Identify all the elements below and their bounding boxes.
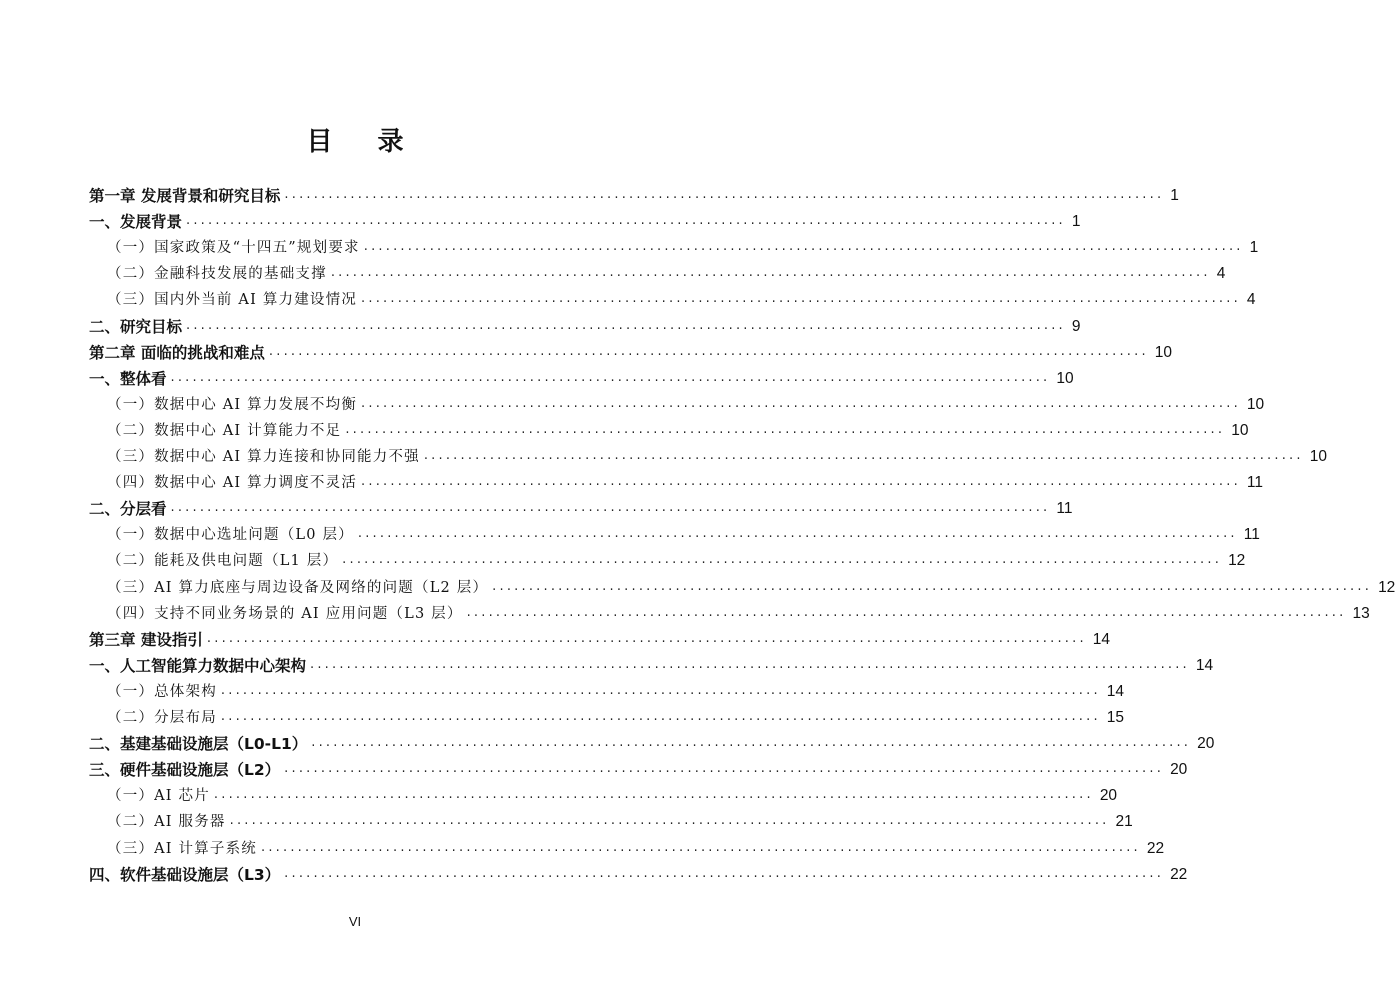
toc-entry[interactable] xyxy=(0,783,1118,807)
toc-dot-leader: ........................................................................................................................ xyxy=(284,761,1165,777)
toc-entry-page: 4 xyxy=(1216,265,1226,283)
toc-dot-leader: ........................................................................................................................ xyxy=(342,552,1223,568)
toc-entry-label: （一）总体架构 xyxy=(107,683,217,700)
toc-entry[interactable] xyxy=(0,235,1259,259)
toc-entry[interactable] xyxy=(0,575,1395,599)
toc-dot-leader: ........................................................................................................................ xyxy=(361,474,1241,490)
toc-dot-leader: ........................................................................................................................ xyxy=(220,682,1101,698)
toc-entry-label: （四）数据中心 AI 算力调度不灵活 xyxy=(107,475,358,492)
toc-dot-leader: ........................................................................................................................ xyxy=(361,395,1241,411)
toc-dot-leader: ........................................................................................................................ xyxy=(170,500,1051,516)
toc-entry[interactable] xyxy=(0,548,1246,572)
toc-entry[interactable] xyxy=(0,705,1125,729)
toc-entry-page: 1 xyxy=(1170,187,1179,204)
toc-dot-leader: ........................................................................................................................ xyxy=(206,630,1087,646)
toc-entry-page: 9 xyxy=(1071,317,1081,335)
toc-entry-label: （二）数据中心 AI 计算能力不足 xyxy=(107,422,342,439)
toc-entry-label: （二）能耗及供电问题（L1 层） xyxy=(107,553,339,570)
toc-dot-leader: ........................................................................................................................ xyxy=(466,604,1347,620)
toc-dot-leader: ........................................................................................................................ xyxy=(357,526,1238,542)
toc-dot-leader: ........................................................................................................................ xyxy=(268,343,1149,359)
toc-dot-leader: ........................................................................................................................ xyxy=(186,213,1066,229)
toc-entry-page: 11 xyxy=(1056,500,1073,518)
toc-entry-page: 14 xyxy=(1195,656,1214,674)
toc-entry-label: 第三章 建设指引 xyxy=(89,630,203,649)
toc-dot-leader: ........................................................................................................................ xyxy=(363,239,1244,255)
toc-entry-page: 14 xyxy=(1092,630,1111,648)
toc-entry-label: 第一章 发展背景和研究目标 xyxy=(89,187,281,205)
toc-entry-label: 四、软件基础设施层（L3） xyxy=(89,865,281,884)
toc-entry[interactable] xyxy=(0,601,1370,625)
toc-dot-leader: ........................................................................................................................ xyxy=(186,317,1066,333)
toc-entry[interactable] xyxy=(0,470,1264,494)
toc-entry[interactable] xyxy=(0,444,1327,468)
toc-entry-page: 22 xyxy=(1146,839,1165,857)
toc-entry-label: 一、发展背景 xyxy=(89,213,183,232)
toc-entry-page: 15 xyxy=(1106,709,1125,726)
toc-dot-leader: ........................................................................................................................ xyxy=(361,291,1241,307)
toc-entry-label: 一、整体看 xyxy=(89,369,167,388)
toc-dot-leader: ........................................................................................................................ xyxy=(310,656,1190,672)
toc-dot-leader: ........................................................................................................................ xyxy=(423,448,1304,463)
toc-entry-label: （二）AI 服务器 xyxy=(107,814,226,831)
toc-entry[interactable] xyxy=(0,261,1226,285)
toc-entry-page: 10 xyxy=(1309,448,1327,465)
toc-entry[interactable] xyxy=(0,496,1073,520)
toc-entry-page: 12 xyxy=(1228,552,1246,570)
toc-entry-label: （一）数据中心选址问题（L0 层） xyxy=(107,527,354,544)
toc-dot-leader: ........................................................................................................................ xyxy=(229,813,1110,829)
toc-dot-leader: ........................................................................................................................ xyxy=(213,787,1094,803)
toc-entry[interactable] xyxy=(0,731,1215,755)
toc-entry-page: 20 xyxy=(1170,761,1188,779)
toc-entry[interactable] xyxy=(0,757,1188,781)
toc-entry[interactable] xyxy=(0,314,1081,338)
toc-entry[interactable] xyxy=(0,418,1249,442)
toc-entry-label: 二、分层看 xyxy=(89,500,167,519)
toc-entry[interactable] xyxy=(0,287,1256,311)
toc-entry[interactable] xyxy=(0,679,1125,703)
toc-entry-page: 10 xyxy=(1231,421,1249,439)
toc-entry-label: （四）支持不同业务场景的 AI 应用问题（L3 层） xyxy=(107,605,463,622)
toc-entry-label: （二）分层布局 xyxy=(107,710,217,726)
toc-dot-leader: ........................................................................................................................ xyxy=(220,709,1101,724)
toc-dot-leader: ........................................................................................................................ xyxy=(492,578,1373,594)
toc-entry-label: （一）数据中心 AI 算力发展不均衡 xyxy=(107,396,358,413)
toc-entry-page: 4 xyxy=(1246,291,1256,309)
toc-entry-label: （三）数据中心 AI 算力连接和协同能力不强 xyxy=(107,449,420,465)
toc-dot-leader: ........................................................................................................................ xyxy=(261,839,1141,855)
toc-entry-page: 20 xyxy=(1099,787,1118,805)
toc-entry-page: 11 xyxy=(1243,526,1260,544)
toc-entry-label: 一、人工智能算力数据中心架构 xyxy=(89,656,307,675)
toc-entry-label: 二、基建基础设施层（L0-L1） xyxy=(89,735,308,754)
toc-entry[interactable] xyxy=(0,627,1111,651)
toc-dot-leader: ........................................................................................................................ xyxy=(330,265,1211,281)
toc-entry-label: （三）AI 计算子系统 xyxy=(107,840,258,857)
toc-entry-label: （三）国内外当前 AI 算力建设情况 xyxy=(107,292,358,309)
toc-entry-label: （一）国家政策及“十四五”规划要求 xyxy=(107,240,360,257)
toc-entry-page: 10 xyxy=(1246,395,1265,413)
toc-entry[interactable] xyxy=(0,836,1165,860)
toc-entry[interactable] xyxy=(0,209,1081,233)
toc-entry-page: 12 xyxy=(1378,578,1395,596)
toc-dot-leader: ........................................................................................................................ xyxy=(170,369,1051,385)
toc-entry-page: 1 xyxy=(1071,213,1081,231)
toc-dot-leader: ........................................................................................................................ xyxy=(311,735,1192,751)
toc-dot-leader: ........................................................................................................................ xyxy=(284,187,1165,202)
toc-entry[interactable] xyxy=(0,392,1265,416)
toc-entry[interactable] xyxy=(0,340,1173,364)
toc-dot-leader: ........................................................................................................................ xyxy=(345,421,1226,437)
toc-entry-label: 二、研究目标 xyxy=(89,317,183,336)
toc-entry[interactable] xyxy=(0,862,1188,886)
page-number: VI xyxy=(348,914,362,929)
toc-entry-label: （三）AI 算力底座与周边设备及网络的问题（L2 层） xyxy=(107,579,489,596)
toc-entry-page: 22 xyxy=(1170,865,1188,883)
toc-entry-page: 11 xyxy=(1246,474,1264,492)
toc-entry-label: 三、硬件基础设施层（L2） xyxy=(89,761,281,780)
toc-entry[interactable] xyxy=(0,183,1179,207)
toc-entry-page: 10 xyxy=(1154,343,1173,361)
toc-entry[interactable] xyxy=(0,366,1074,390)
toc-entry-page: 20 xyxy=(1197,735,1215,753)
toc-entry[interactable] xyxy=(0,653,1214,677)
toc-entry[interactable] xyxy=(0,809,1133,833)
toc-entry-page: 10 xyxy=(1056,369,1074,387)
page-title: 目 录 xyxy=(306,127,422,157)
toc-dot-leader: ........................................................................................................................ xyxy=(284,865,1165,881)
toc-entry-page: 14 xyxy=(1106,682,1125,700)
toc-entry-label: （二）金融科技发展的基础支撑 xyxy=(107,266,327,283)
toc-entry-label: （一）AI 芯片 xyxy=(107,788,210,805)
toc-entry-label: 第二章 面临的挑战和难点 xyxy=(89,343,265,362)
toc-entry-page: 1 xyxy=(1249,239,1259,257)
toc-entry-page: 13 xyxy=(1352,604,1370,622)
toc-entry-page: 21 xyxy=(1115,813,1133,831)
toc-entry[interactable] xyxy=(0,522,1260,546)
